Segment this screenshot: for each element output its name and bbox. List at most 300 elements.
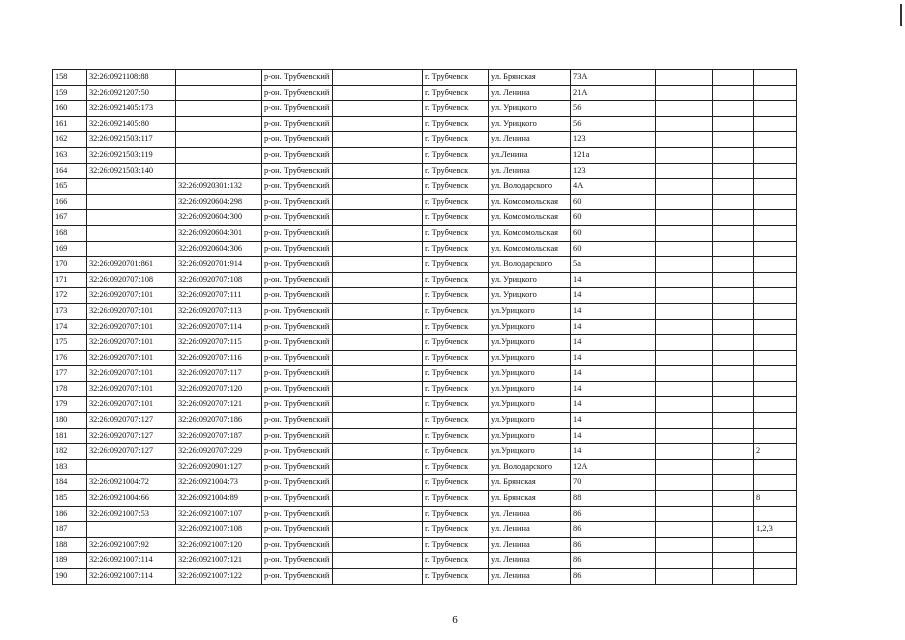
note-cell [754, 366, 797, 382]
cadastral-number-2-cell: 32:26:0920707:120 [176, 381, 262, 397]
row-number-cell: 187 [53, 522, 87, 538]
cadastral-number-2-cell [176, 132, 262, 148]
house-number-cell: 123 [571, 163, 656, 179]
district-cell: р-он. Трубчевский [262, 288, 333, 304]
empty-cell [656, 444, 713, 460]
house-number-cell: 121а [571, 147, 656, 163]
house-number-cell: 5а [571, 257, 656, 273]
empty-cell [333, 225, 423, 241]
house-number-cell: 86 [571, 569, 656, 585]
town-cell: г. Трубчевск [423, 475, 489, 491]
town-cell: г. Трубчевск [423, 303, 489, 319]
street-cell: ул. Комсомольская [489, 210, 571, 226]
empty-cell [333, 132, 423, 148]
empty-cell [656, 366, 713, 382]
town-cell: г. Трубчевск [423, 350, 489, 366]
town-cell: г. Трубчевск [423, 288, 489, 304]
street-cell: ул. Урицкого [489, 101, 571, 117]
table-row [53, 210, 797, 226]
empty-cell [713, 132, 754, 148]
street-cell: ул.Ленина [489, 147, 571, 163]
table-row [53, 147, 797, 163]
note-cell [754, 116, 797, 132]
note-cell [754, 179, 797, 195]
cadastral-number-2-cell [176, 70, 262, 86]
house-number-cell: 86 [571, 522, 656, 538]
note-cell [754, 475, 797, 491]
empty-cell [656, 303, 713, 319]
row-number-cell: 158 [53, 70, 87, 86]
cadastral-number-2-cell [176, 85, 262, 101]
empty-cell [656, 163, 713, 179]
town-cell: г. Трубчевск [423, 85, 489, 101]
cadastral-number-cell [87, 459, 176, 475]
cadastral-number-2-cell: 32:26:0921007:122 [176, 569, 262, 585]
cadastral-number-2-cell: 32:26:0920707:108 [176, 272, 262, 288]
district-cell: р-он. Трубчевский [262, 569, 333, 585]
street-cell: ул.Урицкого [489, 335, 571, 351]
empty-cell [333, 397, 423, 413]
empty-cell [656, 194, 713, 210]
empty-cell [333, 506, 423, 522]
empty-cell [713, 553, 754, 569]
row-number-cell: 182 [53, 444, 87, 460]
row-number-cell: 164 [53, 163, 87, 179]
empty-cell [656, 397, 713, 413]
row-number-cell: 159 [53, 85, 87, 101]
note-cell: 2 [754, 444, 797, 460]
house-number-cell: 14 [571, 350, 656, 366]
table-row [53, 350, 797, 366]
empty-cell [333, 70, 423, 86]
empty-cell [656, 428, 713, 444]
cadastral-number-2-cell: 32:26:0921004:89 [176, 491, 262, 507]
cadastral-number-2-cell: 32:26:0920301:132 [176, 179, 262, 195]
cadastral-number-2-cell: 32:26:0920707:111 [176, 288, 262, 304]
town-cell: г. Трубчевск [423, 147, 489, 163]
table-row [53, 288, 797, 304]
table-row [53, 241, 797, 257]
empty-cell [713, 428, 754, 444]
house-number-cell: 14 [571, 335, 656, 351]
district-cell: р-он. Трубчевский [262, 116, 333, 132]
cadastral-number-cell: 32:26:0921207:50 [87, 85, 176, 101]
empty-cell [656, 569, 713, 585]
town-cell: г. Трубчевск [423, 319, 489, 335]
district-cell: р-он. Трубчевский [262, 179, 333, 195]
note-cell [754, 303, 797, 319]
empty-cell [333, 444, 423, 460]
row-number-cell: 172 [53, 288, 87, 304]
table-row [53, 116, 797, 132]
empty-cell [333, 241, 423, 257]
table-row [53, 225, 797, 241]
street-cell: ул. Ленина [489, 522, 571, 538]
cadastral-number-cell [87, 210, 176, 226]
row-number-cell: 176 [53, 350, 87, 366]
empty-cell [656, 553, 713, 569]
street-cell: ул. Володарского [489, 459, 571, 475]
empty-cell [713, 537, 754, 553]
empty-cell [333, 179, 423, 195]
street-cell: ул. Комсомольская [489, 241, 571, 257]
house-number-cell: 14 [571, 413, 656, 429]
note-cell [754, 537, 797, 553]
town-cell: г. Трубчевск [423, 116, 489, 132]
cadastral-number-cell [87, 179, 176, 195]
town-cell: г. Трубчевск [423, 444, 489, 460]
district-cell: р-он. Трубчевский [262, 397, 333, 413]
empty-cell [656, 101, 713, 117]
note-cell [754, 194, 797, 210]
empty-cell [656, 459, 713, 475]
empty-cell [656, 241, 713, 257]
district-cell: р-он. Трубчевский [262, 225, 333, 241]
street-cell: ул.Урицкого [489, 444, 571, 460]
cadastral-number-cell: 32:26:0921007:114 [87, 553, 176, 569]
empty-cell [333, 413, 423, 429]
empty-cell [656, 179, 713, 195]
empty-cell [713, 350, 754, 366]
address-register-table [52, 69, 797, 585]
empty-cell [713, 366, 754, 382]
town-cell: г. Трубчевск [423, 257, 489, 273]
empty-cell [713, 522, 754, 538]
empty-cell [656, 491, 713, 507]
note-cell [754, 288, 797, 304]
row-number-cell: 185 [53, 491, 87, 507]
house-number-cell: 14 [571, 319, 656, 335]
town-cell: г. Трубчевск [423, 241, 489, 257]
table-row [53, 366, 797, 382]
house-number-cell: 14 [571, 444, 656, 460]
table-row [53, 506, 797, 522]
town-cell: г. Трубчевск [423, 553, 489, 569]
note-cell [754, 70, 797, 86]
table-row [53, 459, 797, 475]
cadastral-number-cell: 32:26:0920707:101 [87, 381, 176, 397]
table-row [53, 428, 797, 444]
empty-cell [333, 210, 423, 226]
district-cell: р-он. Трубчевский [262, 537, 333, 553]
empty-cell [333, 147, 423, 163]
street-cell: ул.Урицкого [489, 397, 571, 413]
row-number-cell: 170 [53, 257, 87, 273]
district-cell: р-он. Трубчевский [262, 132, 333, 148]
row-number-cell: 160 [53, 101, 87, 117]
scan-edge-mark [900, 4, 902, 26]
house-number-cell: 60 [571, 241, 656, 257]
town-cell: г. Трубчевск [423, 225, 489, 241]
empty-cell [713, 413, 754, 429]
table-row [53, 163, 797, 179]
cadastral-number-cell: 32:26:0921108:88 [87, 70, 176, 86]
table-row [53, 413, 797, 429]
empty-cell [713, 506, 754, 522]
cadastral-number-2-cell [176, 116, 262, 132]
empty-cell [656, 506, 713, 522]
row-number-cell: 178 [53, 381, 87, 397]
town-cell: г. Трубчевск [423, 459, 489, 475]
table-row [53, 101, 797, 117]
table-row [53, 85, 797, 101]
note-cell [754, 241, 797, 257]
cadastral-number-2-cell: 32:26:0920604:298 [176, 194, 262, 210]
cadastral-number-2-cell: 32:26:0920701:914 [176, 257, 262, 273]
district-cell: р-он. Трубчевский [262, 444, 333, 460]
town-cell: г. Трубчевск [423, 70, 489, 86]
empty-cell [333, 116, 423, 132]
note-cell [754, 101, 797, 117]
cadastral-number-2-cell: 32:26:0920707:116 [176, 350, 262, 366]
empty-cell [333, 163, 423, 179]
district-cell: р-он. Трубчевский [262, 303, 333, 319]
row-number-cell: 166 [53, 194, 87, 210]
empty-cell [656, 288, 713, 304]
district-cell: р-он. Трубчевский [262, 366, 333, 382]
house-number-cell: 14 [571, 288, 656, 304]
note-cell [754, 85, 797, 101]
note-cell [754, 272, 797, 288]
row-number-cell: 184 [53, 475, 87, 491]
empty-cell [333, 475, 423, 491]
town-cell: г. Трубчевск [423, 413, 489, 429]
empty-cell [713, 179, 754, 195]
row-number-cell: 169 [53, 241, 87, 257]
row-number-cell: 174 [53, 319, 87, 335]
town-cell: г. Трубчевск [423, 366, 489, 382]
cadastral-number-cell: 32:26:0921007:53 [87, 506, 176, 522]
town-cell: г. Трубчевск [423, 210, 489, 226]
house-number-cell: 21А [571, 85, 656, 101]
street-cell: ул. Урицкого [489, 116, 571, 132]
note-cell [754, 350, 797, 366]
empty-cell [713, 194, 754, 210]
cadastral-number-2-cell: 32:26:0920707:117 [176, 366, 262, 382]
empty-cell [333, 85, 423, 101]
empty-cell [333, 288, 423, 304]
district-cell: р-он. Трубчевский [262, 241, 333, 257]
house-number-cell: 12А [571, 459, 656, 475]
street-cell: ул. Комсомольская [489, 194, 571, 210]
empty-cell [333, 335, 423, 351]
cadastral-number-cell: 32:26:0921503:140 [87, 163, 176, 179]
house-number-cell: 60 [571, 210, 656, 226]
table-row [53, 522, 797, 538]
row-number-cell: 181 [53, 428, 87, 444]
town-cell: г. Трубчевск [423, 132, 489, 148]
note-cell [754, 428, 797, 444]
cadastral-number-2-cell: 32:26:0921007:120 [176, 537, 262, 553]
note-cell [754, 257, 797, 273]
empty-cell [713, 116, 754, 132]
table-row [53, 397, 797, 413]
empty-cell [656, 475, 713, 491]
house-number-cell: 60 [571, 194, 656, 210]
note-cell [754, 163, 797, 179]
note-cell [754, 147, 797, 163]
table-row [53, 475, 797, 491]
cadastral-number-2-cell: 32:26:0920707:114 [176, 319, 262, 335]
table-row [53, 303, 797, 319]
table-row [53, 70, 797, 86]
house-number-cell: 14 [571, 381, 656, 397]
house-number-cell: 14 [571, 366, 656, 382]
house-number-cell: 56 [571, 116, 656, 132]
cadastral-number-cell: 32:26:0920701:861 [87, 257, 176, 273]
cadastral-number-2-cell [176, 163, 262, 179]
district-cell: р-он. Трубчевский [262, 272, 333, 288]
district-cell: р-он. Трубчевский [262, 319, 333, 335]
row-number-cell: 161 [53, 116, 87, 132]
street-cell: ул. Брянская [489, 491, 571, 507]
table-body [53, 70, 797, 585]
empty-cell [656, 335, 713, 351]
page-number: 6 [452, 614, 458, 626]
house-number-cell: 4А [571, 179, 656, 195]
cadastral-number-2-cell: 32:26:0921007:107 [176, 506, 262, 522]
cadastral-number-2-cell: 32:26:0921007:108 [176, 522, 262, 538]
empty-cell [713, 381, 754, 397]
house-number-cell: 14 [571, 303, 656, 319]
empty-cell [713, 319, 754, 335]
empty-cell [333, 522, 423, 538]
cadastral-number-2-cell: 32:26:0920707:229 [176, 444, 262, 460]
district-cell: р-он. Трубчевский [262, 459, 333, 475]
town-cell: г. Трубчевск [423, 179, 489, 195]
cadastral-number-cell [87, 241, 176, 257]
row-number-cell: 168 [53, 225, 87, 241]
cadastral-number-2-cell: 32:26:0921004:73 [176, 475, 262, 491]
empty-cell [656, 132, 713, 148]
street-cell: ул. Урицкого [489, 288, 571, 304]
row-number-cell: 162 [53, 132, 87, 148]
town-cell: г. Трубчевск [423, 537, 489, 553]
cadastral-number-cell: 32:26:0920707:101 [87, 397, 176, 413]
empty-cell [713, 101, 754, 117]
district-cell: р-он. Трубчевский [262, 147, 333, 163]
empty-cell [333, 537, 423, 553]
street-cell: ул.Урицкого [489, 319, 571, 335]
table-row [53, 335, 797, 351]
house-number-cell: 88 [571, 491, 656, 507]
house-number-cell: 70 [571, 475, 656, 491]
empty-cell [713, 459, 754, 475]
empty-cell [656, 272, 713, 288]
empty-cell [713, 241, 754, 257]
street-cell: ул. Володарского [489, 179, 571, 195]
street-cell: ул. Урицкого [489, 272, 571, 288]
empty-cell [713, 335, 754, 351]
empty-cell [713, 569, 754, 585]
cadastral-number-cell: 32:26:0921004:66 [87, 491, 176, 507]
table-row [53, 319, 797, 335]
row-number-cell: 163 [53, 147, 87, 163]
house-number-cell: 56 [571, 101, 656, 117]
district-cell: р-он. Трубчевский [262, 553, 333, 569]
street-cell: ул. Ленина [489, 506, 571, 522]
district-cell: р-он. Трубчевский [262, 163, 333, 179]
house-number-cell: 14 [571, 272, 656, 288]
cadastral-number-2-cell: 32:26:0920604:300 [176, 210, 262, 226]
empty-cell [656, 85, 713, 101]
house-number-cell: 86 [571, 537, 656, 553]
district-cell: р-он. Трубчевский [262, 381, 333, 397]
town-cell: г. Трубчевск [423, 101, 489, 117]
note-cell [754, 553, 797, 569]
row-number-cell: 171 [53, 272, 87, 288]
town-cell: г. Трубчевск [423, 569, 489, 585]
district-cell: р-он. Трубчевский [262, 101, 333, 117]
note-cell [754, 225, 797, 241]
town-cell: г. Трубчевск [423, 272, 489, 288]
empty-cell [656, 522, 713, 538]
note-cell [754, 210, 797, 226]
empty-cell [333, 272, 423, 288]
cadastral-number-cell: 32:26:0920707:101 [87, 303, 176, 319]
row-number-cell: 188 [53, 537, 87, 553]
row-number-cell: 173 [53, 303, 87, 319]
cadastral-number-2-cell: 32:26:0920604:301 [176, 225, 262, 241]
empty-cell [656, 225, 713, 241]
house-number-cell: 14 [571, 428, 656, 444]
empty-cell [713, 272, 754, 288]
district-cell: р-он. Трубчевский [262, 257, 333, 273]
cadastral-number-cell: 32:26:0920707:108 [87, 272, 176, 288]
empty-cell [656, 381, 713, 397]
house-number-cell: 73А [571, 70, 656, 86]
empty-cell [656, 210, 713, 226]
town-cell: г. Трубчевск [423, 194, 489, 210]
row-number-cell: 175 [53, 335, 87, 351]
cadastral-number-cell: 32:26:0921004:72 [87, 475, 176, 491]
street-cell: ул.Урицкого [489, 350, 571, 366]
cadastral-number-cell: 32:26:0920707:101 [87, 335, 176, 351]
note-cell [754, 459, 797, 475]
cadastral-number-cell: 32:26:0920707:127 [87, 444, 176, 460]
empty-cell [656, 257, 713, 273]
cadastral-number-2-cell: 32:26:0920707:186 [176, 413, 262, 429]
table-row [53, 444, 797, 460]
town-cell: г. Трубчевск [423, 397, 489, 413]
empty-cell [713, 257, 754, 273]
cadastral-number-2-cell: 32:26:0920604:306 [176, 241, 262, 257]
street-cell: ул.Урицкого [489, 381, 571, 397]
empty-cell [656, 116, 713, 132]
street-cell: ул. Брянская [489, 70, 571, 86]
note-cell: 1,2,3 [754, 522, 797, 538]
empty-cell [333, 381, 423, 397]
table-row [53, 569, 797, 585]
cadastral-number-2-cell [176, 147, 262, 163]
empty-cell [713, 303, 754, 319]
empty-cell [333, 319, 423, 335]
empty-cell [656, 70, 713, 86]
house-number-cell: 14 [571, 397, 656, 413]
empty-cell [333, 553, 423, 569]
note-cell [754, 132, 797, 148]
empty-cell [656, 147, 713, 163]
empty-cell [713, 444, 754, 460]
cadastral-number-2-cell: 32:26:0920707:187 [176, 428, 262, 444]
cadastral-number-cell: 32:26:0920707:127 [87, 428, 176, 444]
cadastral-number-cell [87, 225, 176, 241]
empty-cell [656, 350, 713, 366]
cadastral-number-cell: 32:26:0921007:92 [87, 537, 176, 553]
street-cell: ул.Урицкого [489, 366, 571, 382]
empty-cell [333, 569, 423, 585]
district-cell: р-он. Трубчевский [262, 522, 333, 538]
